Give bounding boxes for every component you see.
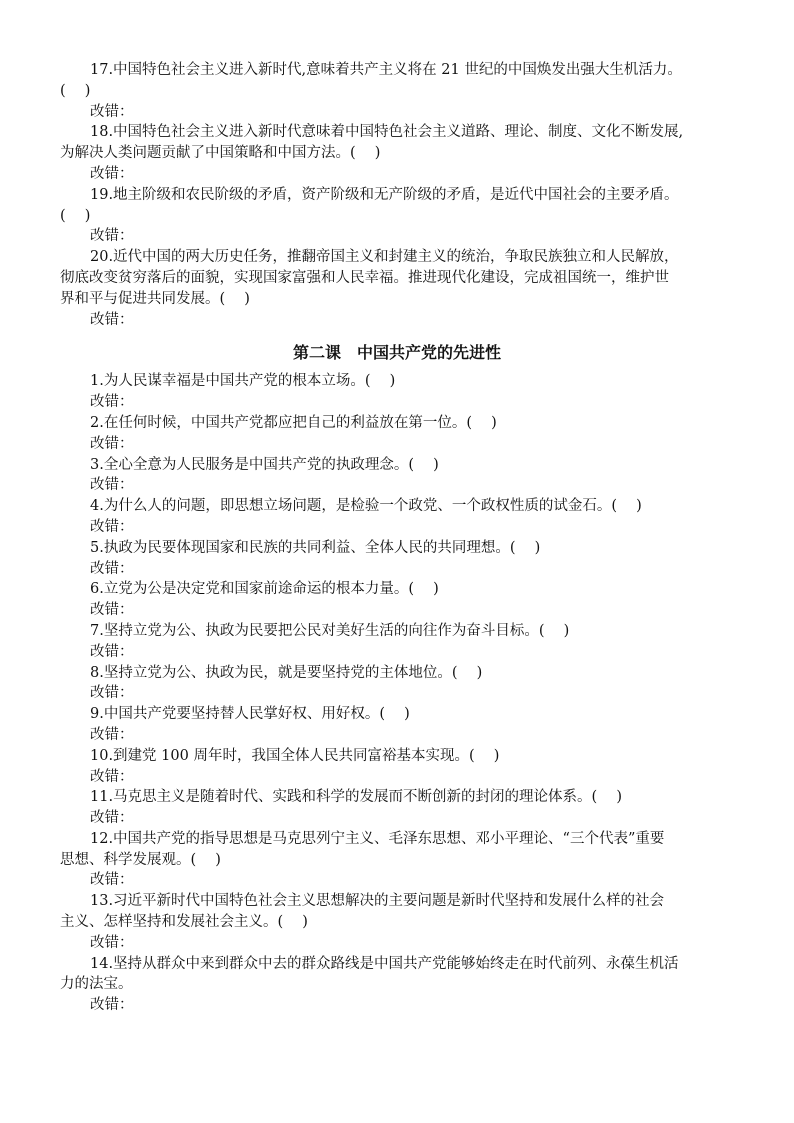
question-text-continuation: 主义、怎样坚持和发展社会主义。( ) — [60, 914, 308, 931]
question-text: 17.中国特色社会主义进入新时代,意味着共产主义将在 21 世纪的中国焕发出强大生机活力。 — [90, 62, 682, 78]
question-item — [60, 663, 734, 705]
correction-label: 改错： — [90, 768, 134, 785]
correction-label: 改错： — [90, 435, 134, 452]
question-text-continuation: ( ) — [60, 207, 91, 224]
correction-label: 改错： — [90, 477, 134, 494]
correction-label: 改错： — [90, 103, 134, 120]
section-lesson-2 — [60, 371, 734, 1016]
question-item — [60, 371, 734, 413]
question-item — [60, 413, 734, 455]
question-item — [60, 496, 734, 538]
question-text: 6.立党为公是决定党和国家前途命运的根本力量。( ) — [90, 581, 439, 598]
question-item — [60, 891, 734, 953]
question-item — [60, 787, 734, 829]
question-item — [60, 455, 734, 497]
question-text-continuation: 界和平与促进共同发展。( ) — [60, 290, 250, 307]
question-text: 4.为什么人的问题，即思想立场问题，是检验一个政党、一个政权性质的试金石。( ) — [90, 498, 642, 515]
question-item — [60, 60, 734, 122]
question-text: 19.地主阶级和农民阶级的矛盾，资产阶级和无产阶级的矛盾，是近代中国社会的主要矛盾。 — [90, 186, 679, 203]
correction-label: 改错： — [90, 872, 134, 889]
question-item — [60, 746, 734, 788]
correction-label: 改错： — [90, 602, 134, 619]
question-item — [60, 538, 734, 580]
question-item — [60, 704, 734, 746]
question-text: 1.为人民谋幸福是中国共产党的根本立场。( ) — [90, 373, 396, 390]
question-text: 5.执政为民要体现国家和民族的共同利益、全体人民的共同理想。( ) — [90, 539, 541, 556]
question-text: 8.坚持立党为公、执政为民，就是要坚持党的主体地位。( ) — [90, 664, 483, 681]
question-item — [60, 247, 734, 330]
correction-label: 改错： — [90, 685, 134, 702]
correction-label: 改错： — [90, 518, 134, 535]
correction-label: 改错： — [90, 934, 134, 951]
correction-label: 改错： — [90, 165, 134, 182]
question-text: 18.中国特色社会主义进入新时代意味着中国特色社会主义道路、理论、制度、文化不断发展, — [90, 124, 684, 141]
question-item — [60, 122, 734, 184]
question-text: 2.在任何时候，中国共产党都应把自己的利益放在第一位。( ) — [90, 414, 497, 431]
correction-label: 改错： — [90, 311, 134, 328]
question-item — [60, 621, 734, 663]
question-text: 12.中国共产党的指导思想是马克思列宁主义、毛泽东思想、邓小平理论、“三个代表”重要 — [90, 830, 665, 847]
question-item — [60, 579, 734, 621]
correction-label: 改错： — [90, 394, 134, 411]
question-text: 3.全心全意为人民服务是中国共产党的执政理念。( ) — [90, 456, 439, 473]
question-text-continuation: 力的法宝。 — [60, 976, 133, 993]
question-text-continuation: 思想、科学发展观。( ) — [60, 851, 221, 868]
question-item — [60, 829, 734, 891]
correction-label: 改错： — [90, 643, 134, 660]
question-text: 14.坚持从群众中来到群众中去的群众路线是中国共产党能够始终走在时代前列、永葆生机活 — [90, 955, 679, 972]
correction-label: 改错： — [90, 228, 134, 245]
question-text: 20.近代中国的两大历史任务，推翻帝国主义和封建主义的统治，争取民族独立和人民解放， — [90, 249, 679, 266]
question-text: 9.中国共产党要坚持替人民掌好权、用好权。( ) — [90, 706, 410, 723]
correction-label: 改错： — [90, 726, 134, 743]
question-text-continuation: 为解决人类问题贡献了中国策略和中国方法。( ) — [60, 145, 381, 162]
section-chapter-1-continued — [60, 60, 734, 330]
question-text: 10.到建党 100 周年时，我国全体人民共同富裕基本实现。( ) — [90, 747, 500, 764]
question-text-continuation: 彻底改变贫穷落后的面貌，实现国家富强和人民幸福。推进现代化建设，完成祖国统一，维护世 — [60, 269, 669, 286]
correction-label: 改错： — [90, 560, 134, 577]
question-text: 13.习近平新时代中国特色社会主义思想解决的主要问题是新时代坚持和发展什么样的社会 — [90, 893, 665, 910]
question-text-continuation: ( ) — [60, 82, 91, 99]
question-item — [60, 185, 734, 247]
correction-label: 改错： — [90, 997, 134, 1014]
question-text: 7.坚持立党为公、执政为民要把公民对美好生活的向往作为奋斗目标。( ) — [90, 622, 570, 639]
question-text: 11.马克思主义是随着时代、实践和科学的发展而不断创新的封闭的理论体系。( ) — [90, 789, 622, 806]
section-heading: 第二课 中国共产党的先进性 — [292, 343, 501, 363]
question-item — [60, 954, 734, 1016]
correction-label: 改错： — [90, 810, 134, 827]
